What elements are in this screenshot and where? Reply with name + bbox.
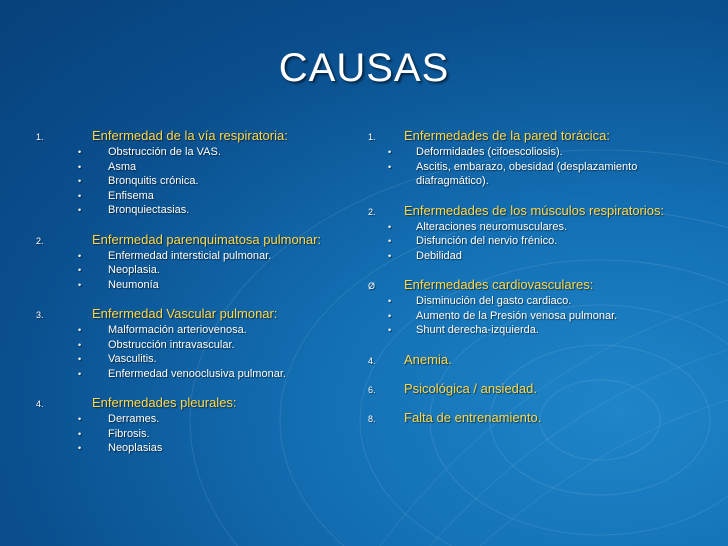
list-item-text: Neoplasia. — [108, 264, 160, 276]
bullet-icon: • — [78, 265, 82, 275]
cause-section — [368, 410, 698, 425]
cause-section-header — [36, 232, 356, 247]
list-item-text: Neoplasias — [108, 442, 163, 454]
cause-item-list — [36, 249, 356, 293]
cause-item-list — [36, 412, 356, 456]
list-item — [36, 174, 356, 189]
list-item — [36, 145, 356, 160]
list-item — [368, 145, 698, 160]
cause-section-header — [36, 128, 356, 143]
list-item — [36, 352, 356, 367]
list-item — [36, 323, 356, 338]
cause-section-header — [36, 306, 356, 321]
cause-section — [368, 352, 698, 367]
section-number: 8. — [368, 413, 376, 424]
list-item — [368, 160, 698, 189]
cause-section — [368, 203, 698, 264]
section-number: 1. — [36, 132, 44, 142]
list-item — [36, 249, 356, 264]
bullet-icon: • — [388, 296, 392, 306]
right-column — [368, 128, 698, 439]
cause-section-header — [368, 410, 698, 425]
cause-item-list — [368, 220, 698, 264]
section-number: 4. — [368, 355, 376, 366]
slide-title: CAUSAS — [278, 46, 450, 90]
bullet-icon: • — [388, 147, 392, 157]
list-item — [36, 338, 356, 353]
list-item — [36, 263, 356, 278]
cause-section-header — [368, 277, 698, 292]
section-title: Psicológica / ansiedad. — [404, 380, 537, 396]
list-item — [368, 220, 698, 235]
list-item-text: Aumento de la Presión venosa pulmonar. — [416, 309, 618, 322]
list-item-text: Neumonía — [108, 278, 159, 291]
bullet-icon: • — [78, 190, 82, 201]
cause-section-header — [368, 352, 698, 367]
cause-section — [36, 306, 356, 381]
cause-item-list — [36, 323, 356, 381]
bullet-icon: • — [78, 250, 82, 261]
section-number: Ø — [368, 281, 376, 291]
bullet-icon: • — [78, 428, 82, 439]
section-title: Enfermedades de los músculos respiratorios: — [404, 202, 665, 218]
bullet-icon: • — [78, 325, 82, 335]
bullet-icon: • — [388, 221, 392, 232]
list-item-text: Shunt derecha-izquierda. — [416, 324, 539, 336]
cause-section-header — [368, 203, 698, 218]
list-item — [368, 294, 698, 309]
list-item-text: Asma — [108, 160, 137, 173]
cause-section — [36, 128, 356, 218]
cause-item-list — [36, 145, 356, 218]
section-title: Enfermedad parenquimatosa pulmonar: — [92, 231, 322, 247]
list-item — [36, 412, 356, 427]
bullet-icon: • — [388, 250, 392, 261]
list-item-text: Malformación arteriovenosa. — [108, 324, 247, 336]
bullet-icon: • — [388, 161, 392, 172]
bullet-icon: • — [78, 279, 82, 290]
cause-section — [36, 395, 356, 456]
bullet-icon: • — [78, 147, 82, 157]
bullet-icon: • — [78, 443, 82, 453]
list-item — [368, 249, 698, 264]
list-item-text: Bronquiectasias. — [108, 204, 190, 216]
cause-item-list — [368, 294, 698, 338]
list-item — [36, 203, 356, 218]
list-item — [36, 189, 356, 204]
list-item-text: Enfisema — [108, 189, 154, 202]
bullet-icon: • — [78, 161, 82, 172]
list-item-text: Enfermedad intersticial pulmonar. — [108, 249, 272, 262]
list-item — [36, 367, 356, 382]
section-title: Anemia. — [404, 351, 452, 367]
bullet-icon: • — [78, 176, 82, 186]
bullet-icon: • — [78, 205, 82, 215]
list-item-text: Obstrucción intravascular. — [108, 338, 235, 351]
section-number: 2. — [36, 235, 44, 246]
list-item-text: Debilidad — [416, 249, 462, 262]
bullet-icon: • — [78, 368, 82, 379]
list-item — [36, 160, 356, 175]
list-item-text: Enfermedad venooclusiva pulmonar. — [108, 367, 286, 380]
list-item — [368, 309, 698, 324]
section-number: 3. — [36, 310, 44, 320]
bullet-icon: • — [78, 339, 82, 350]
list-item — [36, 427, 356, 442]
list-item-text: Bronquitis crónica. — [108, 175, 199, 187]
bullet-icon: • — [388, 310, 392, 321]
list-item-text: Deformidades (cifoescoliosis). — [416, 146, 563, 158]
list-item — [36, 441, 356, 456]
section-number: 4. — [36, 399, 44, 409]
list-item-text: Vasculitis. — [108, 353, 157, 365]
section-number: 6. — [368, 384, 376, 395]
list-item-text: Disfunción del nervio frénico. — [416, 235, 558, 247]
bullet-icon: • — [78, 414, 82, 424]
cause-section — [36, 232, 356, 293]
left-column — [36, 128, 356, 470]
cause-item-list — [368, 145, 698, 189]
cause-section-header — [368, 381, 698, 396]
list-item-text: Disminución del gasto cardiaco. — [416, 295, 572, 307]
cause-section — [368, 128, 698, 189]
section-number: 2. — [368, 206, 376, 217]
cause-section — [368, 277, 698, 338]
section-title: Enfermedad Vascular pulmonar: — [92, 306, 278, 321]
cause-section-header — [368, 128, 698, 143]
bullet-icon: • — [78, 354, 82, 364]
bullet-icon: • — [388, 236, 392, 246]
list-item — [368, 234, 698, 249]
cause-section — [368, 381, 698, 396]
section-title: Enfermedades pleurales: — [92, 395, 237, 410]
list-item — [368, 323, 698, 338]
list-item-text: Derrames. — [108, 413, 160, 425]
section-number: 1. — [368, 132, 376, 142]
section-title: Enfermedades de la pared torácica: — [404, 128, 610, 143]
section-title: Enfermedades cardiovasculares: — [404, 277, 594, 292]
list-item-text: Alteraciones neuromusculares. — [416, 220, 568, 233]
list-item — [36, 278, 356, 293]
bullet-icon: • — [388, 325, 392, 335]
list-item-text: Obstrucción de la VAS. — [108, 146, 221, 158]
list-item-text: Ascitis, embarazo, obesidad (desplazamiento diafragmático). — [416, 160, 638, 187]
list-item-text: Fibrosis. — [108, 427, 150, 440]
section-title: Enfermedad de la vía respiratoria: — [92, 128, 288, 143]
cause-section-header — [36, 395, 356, 410]
section-title: Falta de entrenamiento. — [404, 409, 542, 425]
